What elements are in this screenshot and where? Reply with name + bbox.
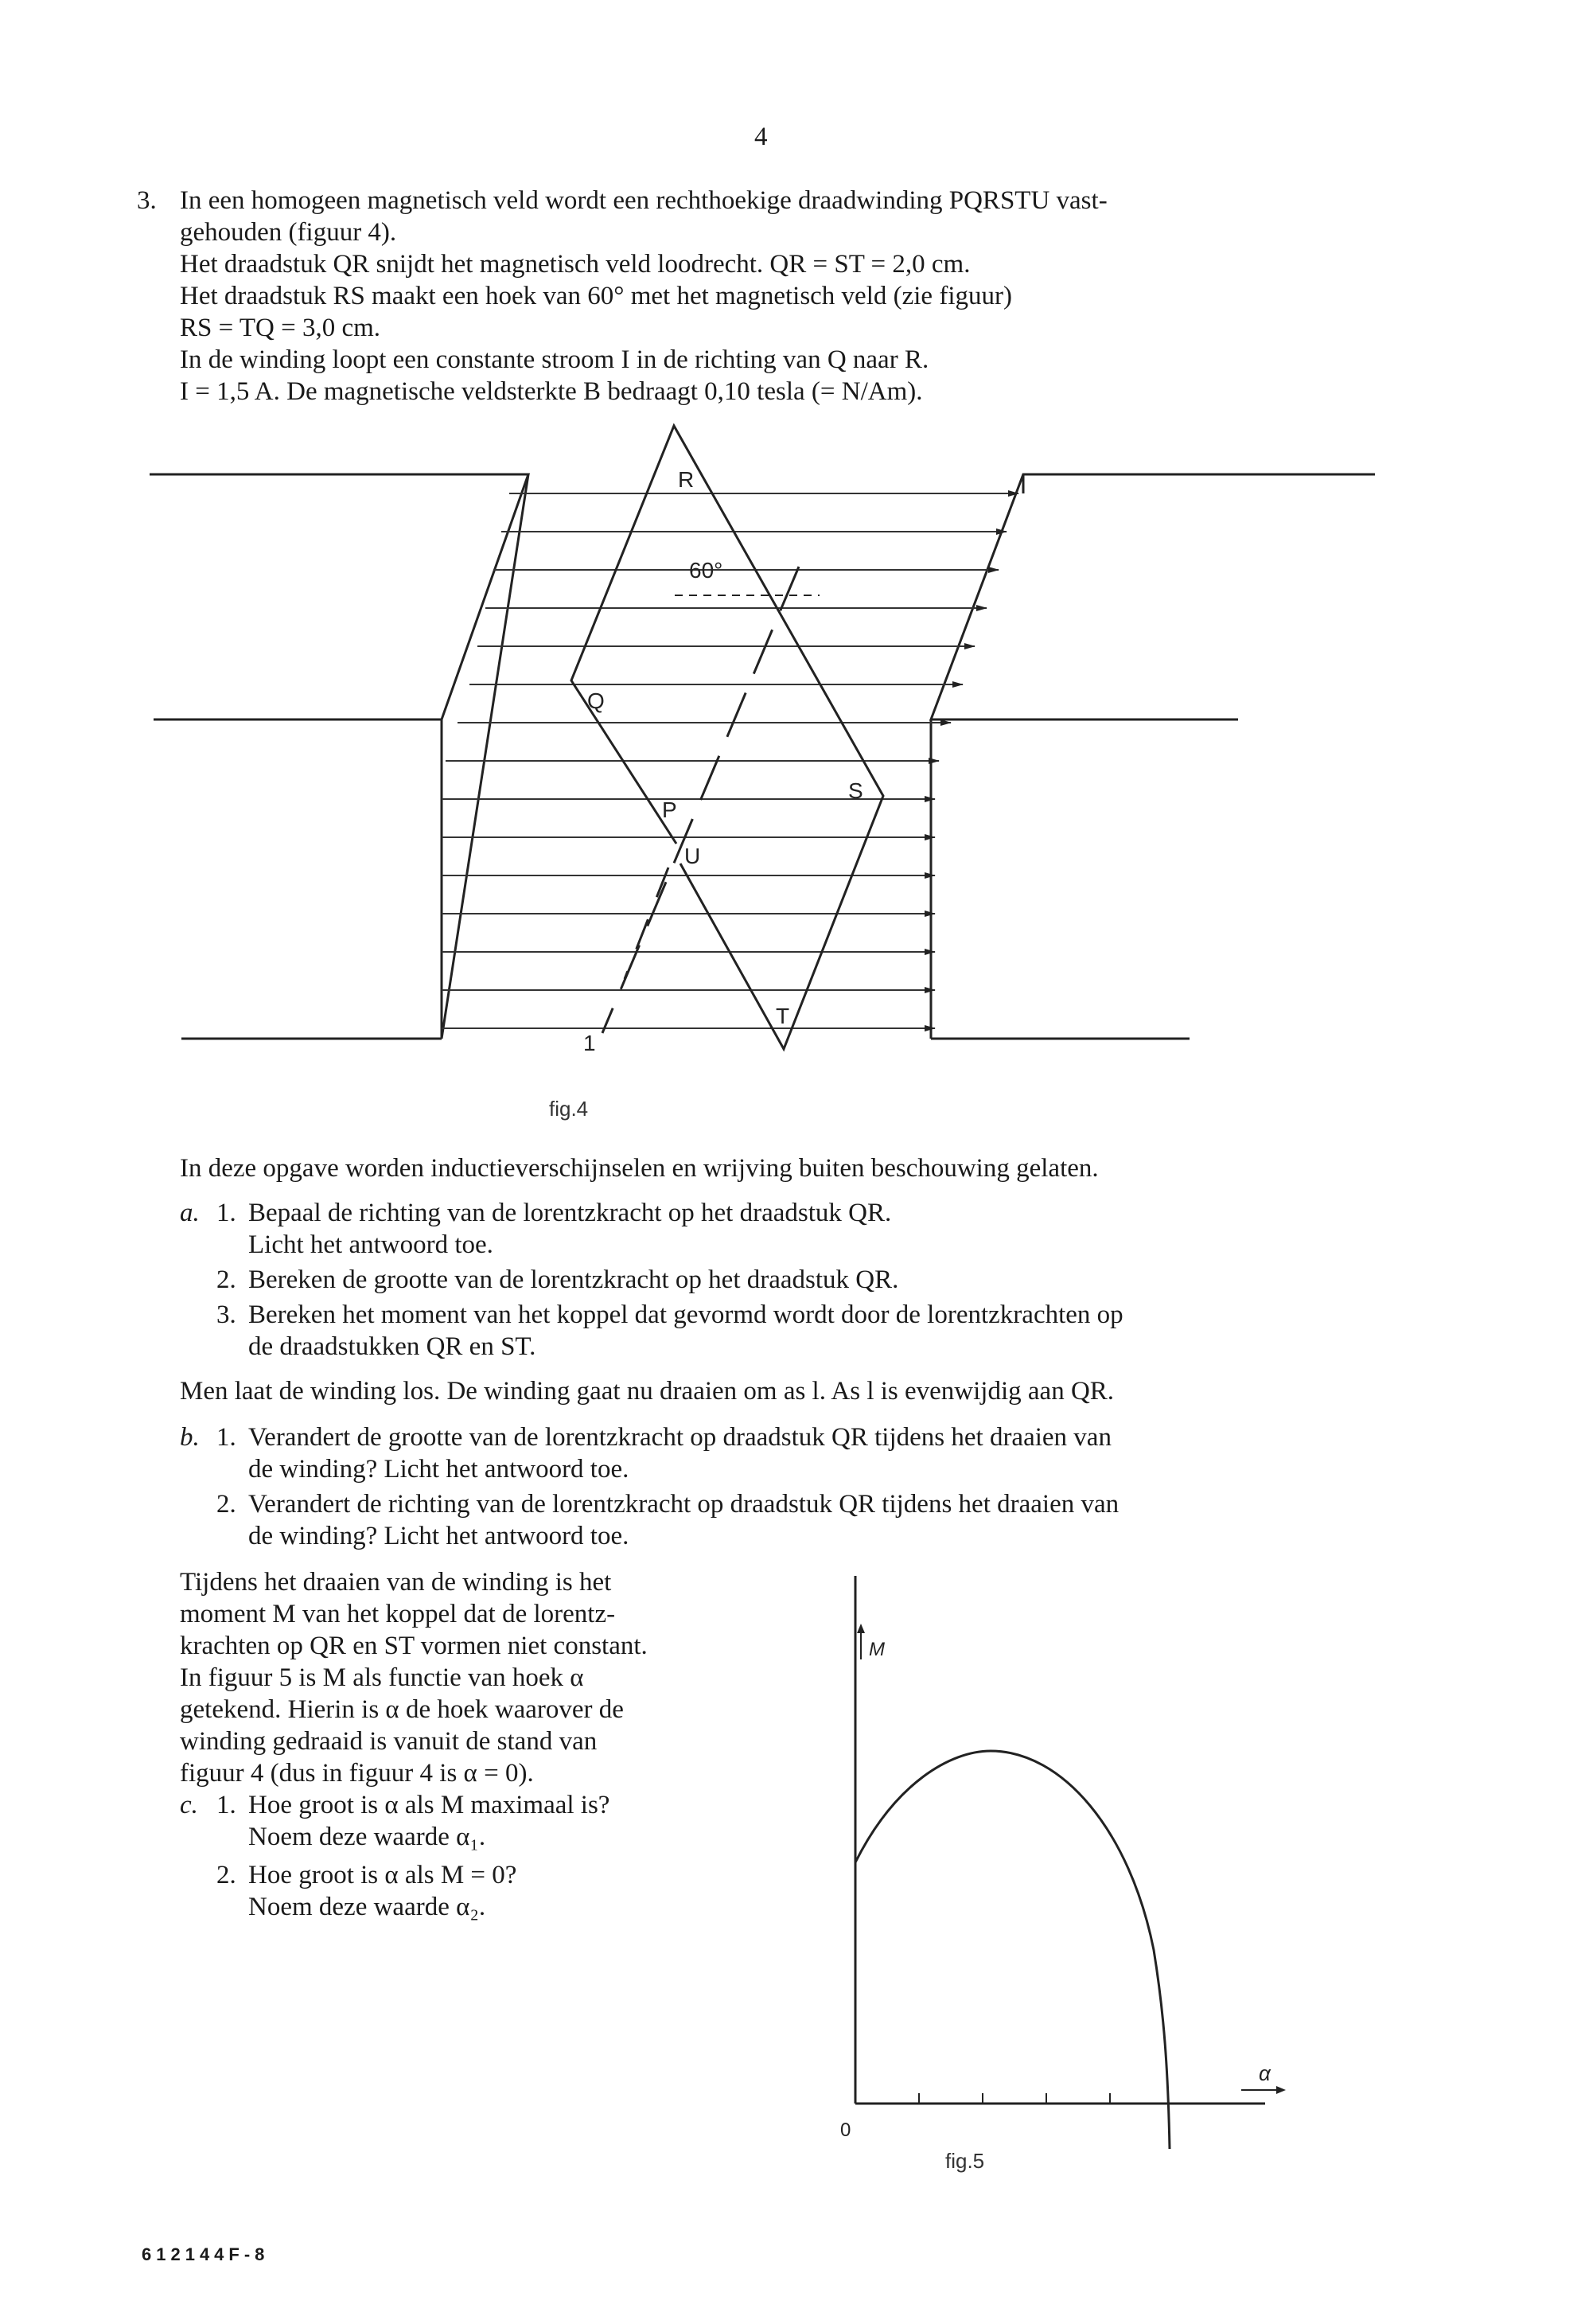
part-b2-line: Verandert de richting van de lorentzkracht op draadstuk QR tijdens het draaien van — [248, 1490, 1120, 1519]
fig5-x-label: α — [1259, 2061, 1271, 2085]
rotation-line: In figuur 5 is M als functie van hoek α — [180, 1663, 584, 1692]
fig5-caption: fig.5 — [945, 2149, 985, 2173]
label-Q: Q — [587, 688, 605, 713]
label-angle: 60° — [689, 558, 723, 583]
label-T: T — [776, 1004, 790, 1028]
intro-line: In de winding loopt een constante stroom I in de richting van Q naar R. — [180, 345, 929, 374]
part-c1-text — [248, 1789, 609, 1853]
part-a1-text — [248, 1197, 891, 1261]
rotation-line: moment M van het koppel dat de lorentz- — [180, 1600, 616, 1628]
part-a2-line: Bereken de grootte van de lorentzkracht op het draadstuk QR. — [248, 1265, 899, 1294]
part-c1-line: Noem deze waarde α₁. — [248, 1823, 486, 1851]
rotation-paragraph — [180, 1566, 648, 1789]
part-a2-number: 2. — [216, 1265, 236, 1294]
part-c2-text — [248, 1859, 516, 1923]
intro-line: RS = TQ = 3,0 cm. — [180, 314, 381, 342]
label-axis-1: 1 — [583, 1031, 596, 1055]
page-number: 4 — [754, 123, 768, 151]
part-c2-number: 2. — [216, 1861, 236, 1889]
intro-line: I = 1,5 A. De magnetische veldsterkte B bedraagt 0,10 tesla (= N/Am). — [180, 377, 923, 406]
rotation-line: Tijdens het draaien van de winding is het — [180, 1568, 612, 1597]
part-a-label: a. — [180, 1199, 200, 1227]
intro-line: gehouden (figuur 4). — [180, 218, 397, 247]
part-c-label: c. — [180, 1791, 198, 1819]
rotation-line: getekend. Hierin is α de hoek waarover de — [180, 1695, 624, 1724]
rotation-line: figuur 4 (dus in figuur 4 is α = 0). — [180, 1759, 534, 1788]
part-b2-number: 2. — [216, 1490, 236, 1519]
part-a1-line: Licht het antwoord toe. — [248, 1230, 493, 1259]
label-P: P — [662, 797, 677, 822]
part-c1-number: 1. — [216, 1791, 236, 1819]
part-a3-text — [248, 1299, 1123, 1363]
intro-line: Het draadstuk RS maakt een hoek van 60° met het magnetisch veld (zie figuur) — [180, 282, 1012, 310]
wire-winding — [571, 426, 883, 1049]
figure-5-graph — [827, 1560, 1384, 2165]
fig5-y-label: M — [869, 1639, 885, 1660]
pole-right — [931, 474, 1375, 719]
part-c2-line: Hoe groot is α als M = 0? — [248, 1861, 517, 1889]
part-b1-line: de winding? Licht het antwoord toe. — [248, 1455, 629, 1484]
part-b1-number: 1. — [216, 1423, 236, 1452]
part-a1-number: 1. — [216, 1199, 236, 1227]
figure-4-diagram — [143, 414, 1384, 1066]
label-R: R — [678, 467, 695, 492]
rotation-line: krachten op QR en ST vormen niet constant. — [180, 1632, 648, 1660]
pole-left-front-edge — [442, 474, 528, 1039]
fig5-moment-curve — [855, 1751, 1170, 2149]
part-c2-line: Noem deze waarde α₂. — [248, 1893, 486, 1921]
intro-line: In een homogeen magnetisch veld wordt een rechthoekige draadwinding PQRSTU vast- — [180, 186, 1108, 215]
exclusion-note: In deze opgave worden inductieverschijnselen en wrijving buiten beschouwing gelaten. — [180, 1154, 1099, 1183]
part-c1-line: Hoe groot is α als M maximaal is? — [248, 1791, 610, 1819]
part-a3-number: 3. — [216, 1300, 236, 1329]
part-a1-line: Bepaal de richting van de lorentzkracht op het draadstuk QR. — [248, 1199, 892, 1227]
footer-code: 612144F-8 — [142, 2244, 270, 2264]
part-a3-line: Bereken het moment van het koppel dat gevormd wordt door de lorentzkrachten op — [248, 1300, 1123, 1329]
release-note: Men laat de winding los. De winding gaat nu draaien om as l. As l is evenwijdig aan QR. — [180, 1377, 1115, 1406]
part-a3-line: de draadstukken QR en ST. — [248, 1332, 536, 1361]
part-b2-line: de winding? Licht het antwoord toe. — [248, 1522, 629, 1550]
label-S: S — [848, 778, 863, 803]
pole-left — [150, 474, 528, 719]
intro-paragraph — [180, 185, 1108, 407]
part-a2-text — [248, 1264, 898, 1296]
fig5-origin-label: 0 — [840, 2119, 851, 2141]
question-number: 3. — [137, 186, 157, 215]
part-b1-text — [248, 1421, 1112, 1485]
rotation-line: winding gedraaid is vanuit de stand van — [180, 1727, 598, 1756]
part-b1-line: Verandert de grootte van de lorentzkracht op draadstuk QR tijdens het draaien van — [248, 1423, 1112, 1452]
fig5-x-ticks — [919, 2093, 1110, 2104]
label-U: U — [684, 844, 701, 868]
fig4-caption: fig.4 — [549, 1097, 589, 1121]
part-b2-text — [248, 1488, 1119, 1552]
part-b-label: b. — [180, 1423, 200, 1452]
intro-line: Het draadstuk QR snijdt het magnetisch veld loodrecht. QR = ST = 2,0 cm. — [180, 250, 971, 279]
